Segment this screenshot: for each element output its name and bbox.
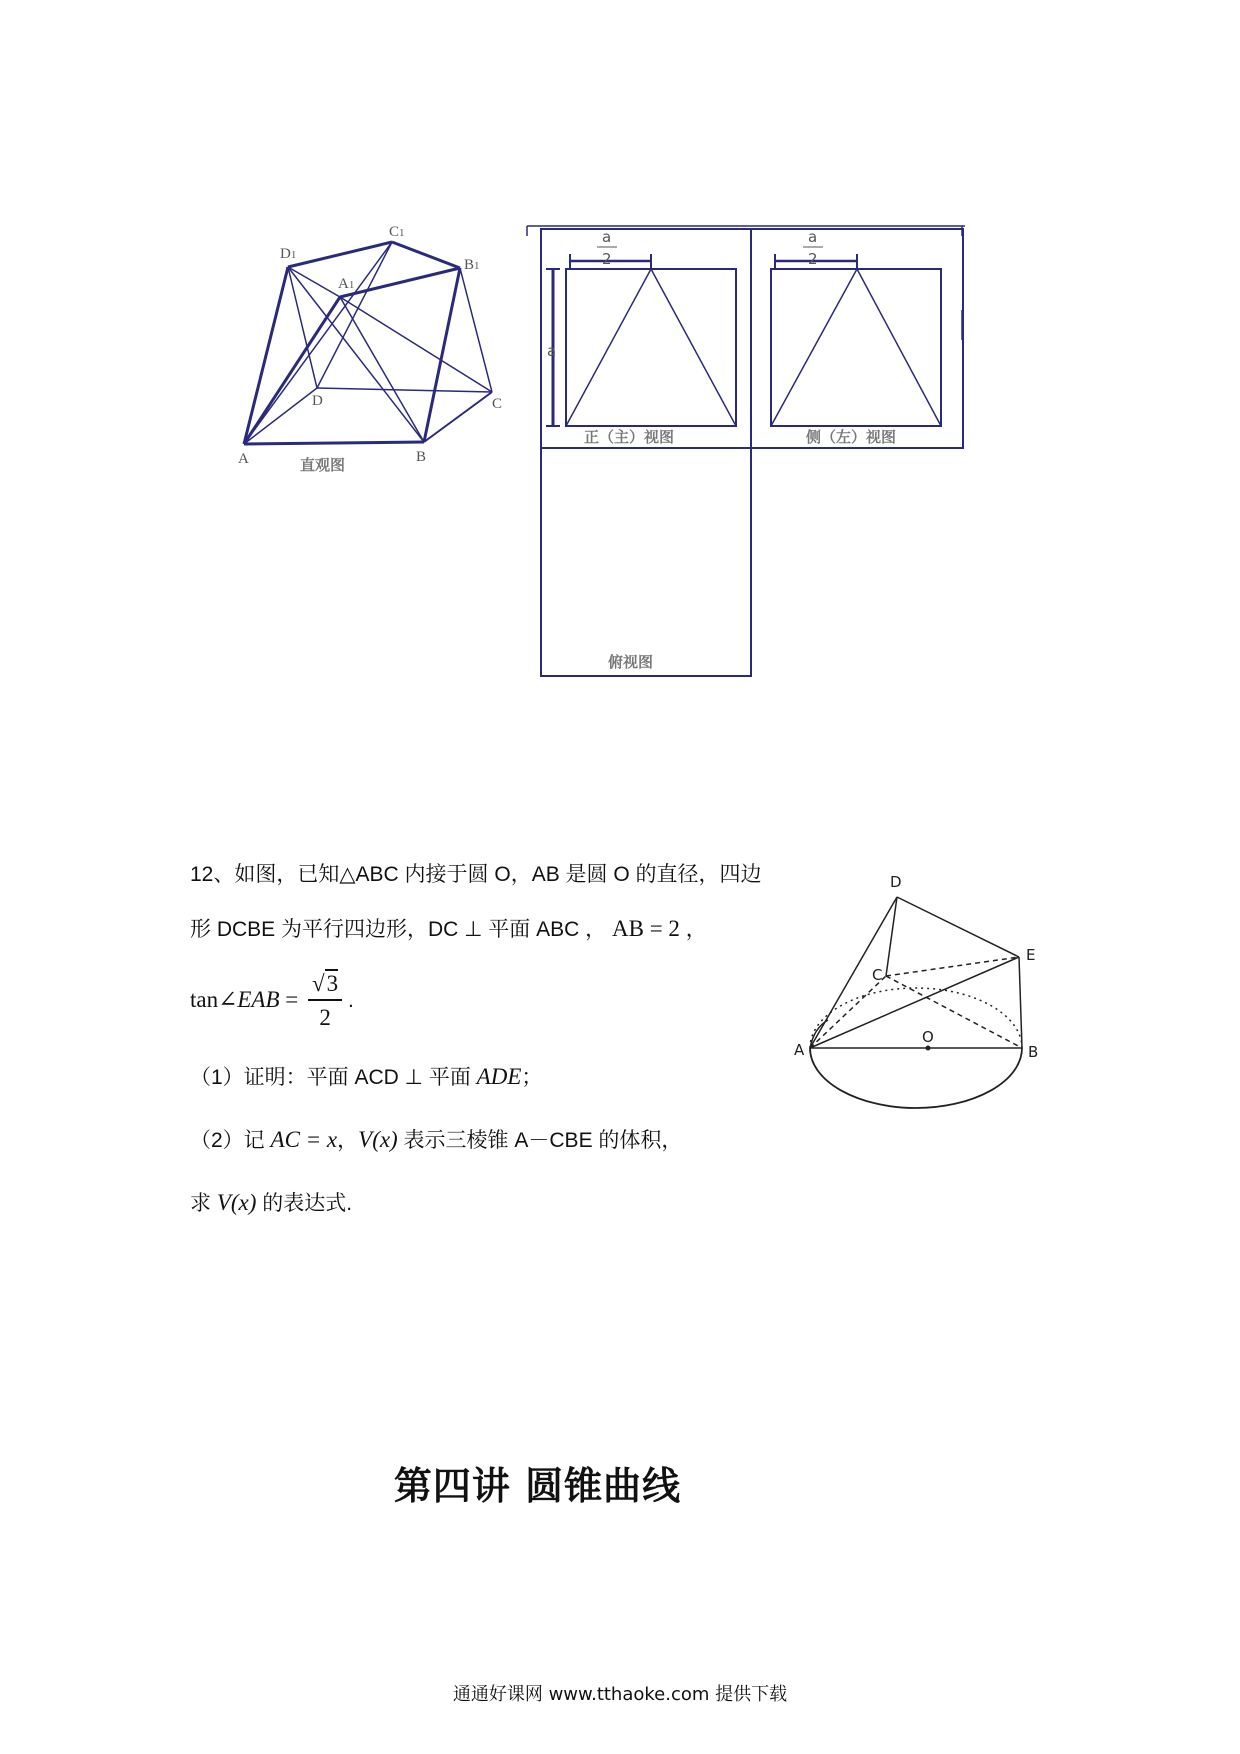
fraction-numerator: 3 [326, 971, 339, 997]
side-view-half-numerator: a [808, 228, 818, 246]
vertex-label-D: D [312, 393, 323, 409]
direct-view-vertex-labels [238, 224, 502, 467]
front-view-half-denominator: 2 [602, 250, 612, 268]
caption-top-view: 俯视图 [608, 653, 654, 671]
fig2-label-A: A [794, 1041, 805, 1059]
direct-view-drawing [244, 242, 492, 444]
side-view-half-denominator: 2 [808, 250, 818, 268]
math-ade: ADE [476, 1064, 522, 1089]
tan-prefix: tan∠ [190, 987, 238, 1012]
problem-12-part-3 [190, 1188, 352, 1219]
front-view-half-numerator: a [602, 228, 612, 246]
vertex-label-B1: B1 [464, 257, 480, 273]
figure-problem-12 [790, 860, 1090, 1140]
fig2-label-B: B [1028, 1043, 1039, 1061]
caption-direct-view: 直观图 [300, 456, 346, 474]
problem-12-line-1 [190, 860, 762, 890]
part-3-desc: 的表达式. [256, 1192, 353, 1215]
math-ac-equals-x: AC = x [270, 1127, 338, 1152]
part-3-text: 求 [190, 1192, 217, 1215]
math-v-of-x-2: V(x) [216, 1190, 257, 1215]
problem-12-statement-cont: 形 DCBE 为平行四边形，DC ⊥ 平面 ABC ， [190, 918, 607, 941]
math-eab: EAB [237, 987, 280, 1012]
math-ab-equals-2: AB = 2 [612, 916, 680, 941]
caption-front-view: 正（主）视图 [584, 428, 675, 446]
vertex-label-C1: C1 [389, 224, 405, 240]
fig2-label-O: O [922, 1028, 934, 1046]
part-2-sep: ， [337, 1129, 359, 1152]
vertex-label-A1: A1 [338, 276, 355, 292]
problem-12-line-3 [190, 970, 354, 1031]
side-view [771, 254, 941, 426]
fig2-label-C: C [872, 966, 883, 984]
part-2-desc: 表示三棱锥 A－CBE 的体积， [397, 1129, 683, 1152]
problem-12-part-1 [190, 1062, 542, 1093]
problem-12-line-2 [190, 914, 707, 945]
punct-period: . [347, 989, 354, 1012]
part-2-text: （2）记 [190, 1129, 271, 1152]
section-title: 第四讲 圆锥曲线 [393, 1464, 682, 1508]
page-footer: 通通好课网 www.tthaoke.com 提供下载 [452, 1684, 788, 1705]
punct-comma: ， [685, 918, 707, 941]
problem-12-statement: 12、如图，已知△ABC 内接于圆 O，AB 是圆 O 的直径，四边 [190, 863, 762, 886]
vertex-label-D1: D1 [280, 246, 297, 262]
vertex-label-B: B [416, 449, 427, 465]
fig2-label-D: D [890, 873, 902, 891]
problem-12-part-2 [190, 1125, 682, 1156]
vertex-label-C: C [492, 396, 503, 412]
front-view [546, 254, 736, 426]
fraction-sqrt3-over-2: $\frac{√3}{2}$ [308, 971, 342, 1031]
vertex-label-A: A [238, 451, 249, 467]
part-1-end: ； [521, 1066, 543, 1089]
fig2-label-E: E [1026, 946, 1036, 964]
caption-side-view: 侧（左）视图 [806, 428, 897, 446]
three-view-frames [527, 226, 965, 676]
part-1-text: （1）证明：平面 ACD ⊥ 平面 [190, 1066, 477, 1089]
math-equals: = [279, 987, 305, 1012]
front-view-height-label: a [547, 342, 557, 360]
math-v-of-x: V(x) [358, 1127, 398, 1152]
figure-three-views [0, 0, 1240, 720]
fraction-denominator: 2 [319, 1005, 331, 1031]
